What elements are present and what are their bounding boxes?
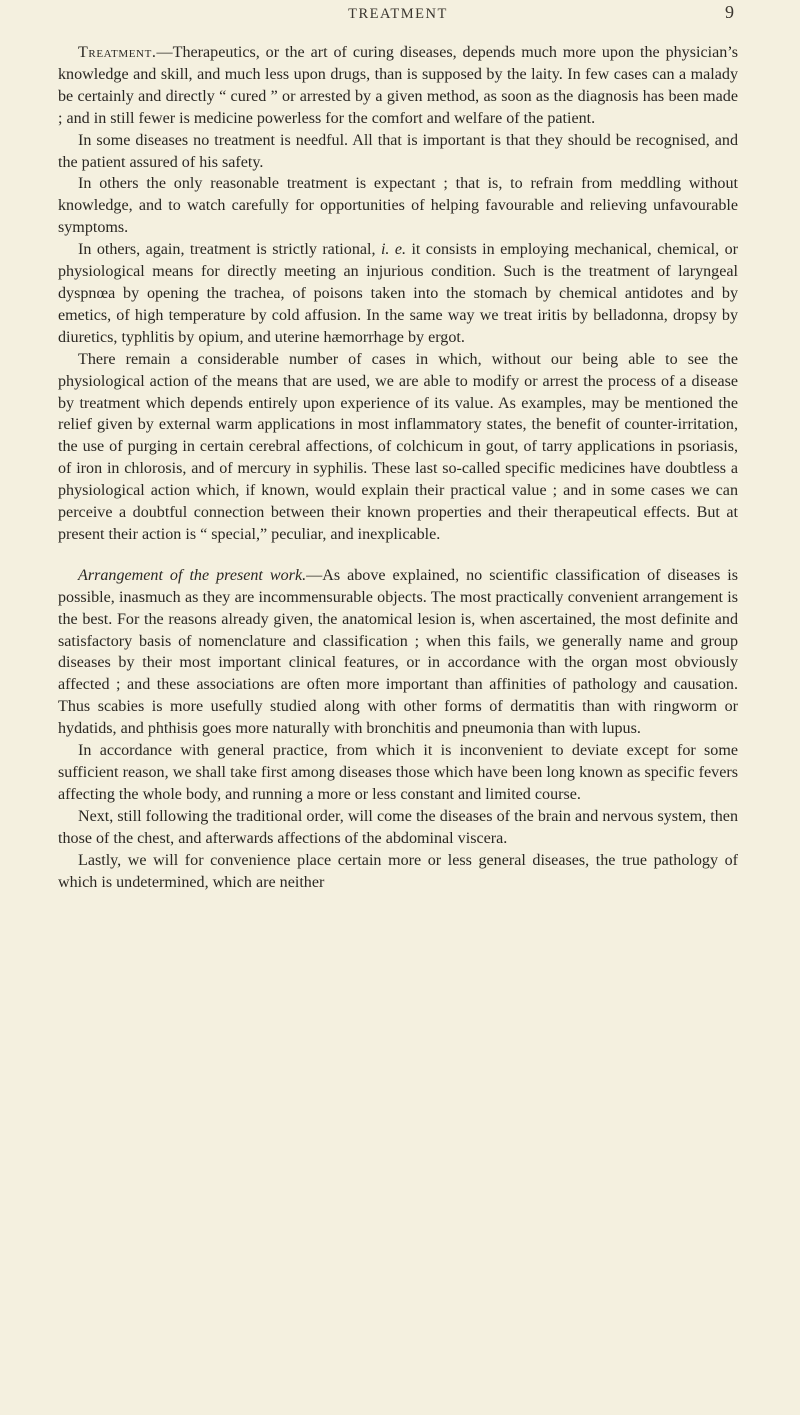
running-title: TREATMENT <box>348 6 448 22</box>
body-text <box>58 42 738 893</box>
paragraph-lead: In others, again, treatment is strictly rational, <box>78 241 376 259</box>
paragraph-text: —As above explained, no scientific classification of diseases is possible, inasmuch as they are incommensurable objects. The most practically convenient arrangement is the best. For the reasons already given, the anatomical lesion is, when ascertained, the most definite and satisfactory basis of nomenclature and classification ; when this fails, we generally name and group diseases by their most important clinical features, or in accordance with the organ most obviously affected ; and these associations are often more important than affinities of pathology and causation. Thus scabies is more usefully studied along with other forms of dermatitis than with ringworm or hydatids, and phthisis goes more naturally with bronchitis and pneumonia than with lupus. <box>58 566 738 738</box>
paragraph-traditional-order: Next, still following the traditional order, will come the diseases of the brain and nervous system, then those of the chest, and afterwards affections of the abdominal viscera. <box>58 807 738 847</box>
paragraph-treatment-intro <box>58 42 738 130</box>
paragraph-empirical: There remain a considerable number of cases in which, without our being able to see the physiological action of the means that are used, we are able to modify or arrest the process of a disease by treatment which depends entirely upon experience of its value. As examples, may be mentioned the relief given by external warm applications in most inflammatory states, the benefit of counter-irritation, the use of purging in certain cerebral affections, of colchicum in gout, of tarry applications in psoriasis, of iron in chlorosis, and of mercury in syphilis. These last so-called specific medicines have doubtless a physiological action which, if known, would explain their practical value ; and in some cases we can perceive a doubtful connection between their known properties and their therapeutical effects. But at present their action is “ special,” peculiar, and inexplicable. <box>58 350 738 543</box>
paragraph-general-practice: In accordance with general practice, from which it is inconvenient to deviate except for some sufficient reason, we shall take first among diseases those which have been long known as specific fevers affecting the whole body, and running a more or less constant and limited course. <box>58 742 738 803</box>
paragraph-expectant: In others the only reasonable treatment is expectant ; that is, to refrain from meddling without knowledge, and to watch carefully for opportunities of helping favourable and relieving unfavourable symptoms. <box>58 175 738 237</box>
paragraph-no-treatment: In some diseases no treatment is needful. All that is important is that they should be recognised, and the patient assured of his safety. <box>58 131 738 171</box>
paragraph-lastly: Lastly, we will for convenience place certain more or less general diseases, the true pathology of which is undetermined, which are neither <box>58 851 738 891</box>
paragraph-arrangement-intro <box>58 565 738 740</box>
section-heading-treatment: Treatment. <box>78 44 157 61</box>
section-heading-arrangement: Arrangement of the present work. <box>78 566 307 584</box>
paragraph-text: it consists in employing mechanical, chemical, or physiological means for directly meeting an injurious condition. Such is the treatment of laryngeal dyspnœa by opening the trachea, of poisons taken into the stomach by chemical antidotes and by emetics, of high temperature by cold affusion. In the same way we treat iritis by belladonna, dropsy by diuretics, typhlitis by opium, and uterine hæmorrhage by ergot. <box>58 241 739 346</box>
abbreviation-ie: i. e. <box>380 241 407 259</box>
page-number: 9 <box>725 2 734 22</box>
section-gap <box>58 546 738 565</box>
paragraph-rational <box>58 239 738 349</box>
running-head <box>58 0 738 30</box>
paragraph-text: —Therapeutics, or the art of curing diseases, depends much more upon the physician’s knowledge and skill, and much less upon drugs, than is supposed by the laity. In few cases can a malady be certainly and directly “ cured ” or arrested by a given method, as soon as the diagnosis has been made ; and in still fewer is medicine powerless for the comfort and welfare of the patient. <box>58 44 738 127</box>
